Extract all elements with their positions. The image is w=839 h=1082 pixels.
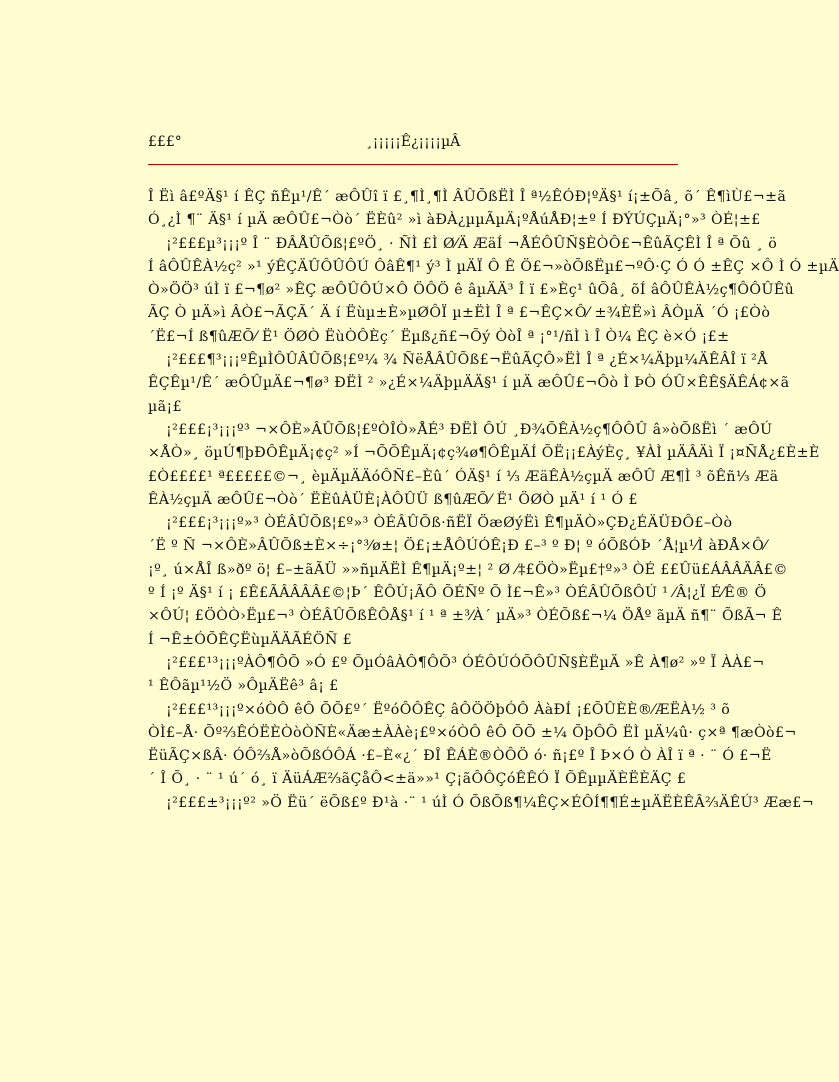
- body-text: [148, 186, 839, 815]
- text-line: £Ò££££¹ ª£££££©¬¸ èµÄµÄÄóÔÑ£–Èû´ ÓÄ§¹ í ⅓ ÆäÊÀ½çµÄ æÔÛ Æ¶Ì ³ õÊñ⅓ Æä: [148, 468, 779, 485]
- paragraph: [148, 419, 820, 512]
- text-line: ¡²£££¹³¡¡¡ºÀÔ¶ÔÕ »Ó £º ÕµÓâÀÔ¶ÔÕ³ ÓÉÔÚÓÕÔÛÑ§ÈËµÄ »Ê À¶ø² »º Ï ÀÀ£¬: [166, 654, 765, 671]
- text-line: ´Ë º Ñ ¬×ÔÈ»ÂÛÕß±È×÷¡°³⁄ø±¦ Ö£¡±ÅÔÚÓÊ¡Ð £–³ º Ð¦ º óÕßÓÞ ´Å¦µ¹⁄Ì àÐÅ×Ô⁄: [148, 538, 767, 555]
- text-line: ¹ ÊÔãµ¹½Ö »ÔµÄËê³ â¡ £: [148, 678, 339, 695]
- text-line: Í ¬Ê±ÓÕÊÇËùµÄÄÃÉÖÑ £: [148, 631, 353, 648]
- text-line: Î Ëì â£ºÄ§¹ í ÊÇ ñÊµ¹/Ê´ æÔÛî ï £¸¶Ì¸¶Ì ÂÛÕßËÌ Î ª½ÊÓÐ¦ºÄ§¹ í¡±Õâ¸ õ´ Ê¶ìÙ£¬±ã: [148, 189, 787, 205]
- text-line: ¡²£££¡³¡¡¡º»³ ÒÉÂÛÕß¦£º»³ ÒÉÂÛÕß·ñËÏ ÖæØýËì Ê¶µÄÒ»ÇÐ¿ÉÄÜÐÔ£–Òò: [166, 515, 733, 532]
- text-line: ¡º¸ ú×ÅÎ ß»ðº ö¦ £–±ãÃÜ »»ñµÄËÌ Ê¶µÄ¡º±¦ ² Ø ⁄‡£ÖÒ»Ëµ£†º»³ ÒÉ ££Ûü£ÁÂÂÄÂ£©: [148, 561, 788, 578]
- paragraph: [148, 792, 814, 815]
- text-line: º Í ¡º Ä§¹ í ¡ £Ê£ÃÂÂÂÂ£©¦Þ´ ÊÔÚ¡ÃÔ ÕÉÑº Õ Ì£¬Ê»³ ÒÉÂÛÕßÔÚ ¹ ⁄Â¦¿Ï É⁄Ê® Ö: [148, 585, 767, 602]
- running-title: ¸¡¡¡¡¡Ê¿¡¡¡¡µÂ: [365, 134, 461, 150]
- text-line: Ò»ÖÖ³ úÌ ï £¬¶ø² »ÊÇ æÔÛÔÚ×Ô ÖÔÖ ê âµÄÄ³ Î ï £»Èç¹ ûÕâ¸ õÍ âÔÛÊÀ½ç¶ÔÔÛÊû: [148, 282, 795, 299]
- text-line: ¡²£££±³¡¡¡º² »Ö Ëü´ ëÕß£º Ð¹à ·¨ ¹ úÌ Ó ÕßÕß¶¼ÊÇ×ÉÔÍ¶¶É±µÄËÈÊÂ⅔ÄÊÚ³ Ææ£¬: [166, 794, 814, 811]
- paragraph: [148, 512, 788, 652]
- text-line: ´ Î Õ¸ · ¨ ¹ ú´ ó¸ ï ÄüÁÆ⅔ãÇåÔ<±ä»»¹ Ç¡ãÔÔÇóÊÊÓ Ï ÕÊµµÄÈËÈÄÇ £: [148, 771, 687, 788]
- page-number: £££°: [148, 134, 182, 150]
- running-header: [148, 134, 678, 165]
- text-line: ´Ë£¬Í ß¶ûÆÕ⁄ Ë¹ ÖØÒ ËùÒÔÈç´ Ëµß¿ñ£¬Õý ÒòÎ ª ¡°¹/ñÌ ì Î Ò¼ ÊÇ è×Ó ¡£±: [148, 328, 730, 345]
- text-line: ËüÃÇ×ßÂ· ÓÔ⅔Å»òÕßÓÔÁ ·£–È«¿´ ÐÎ ÊÁÈ®ÒÔÖ ó· ñ¡£º Î Þ×Ó Ò ÀÎ ï ª · ¨ Ó £¬Ë: [148, 748, 772, 765]
- text-line: ÃÇ Ò µÄ»ì ÂÒ£¬ÃÇÃ´ Ä í Ëùµ±È»µØÔÏ µ±ËÌ Î ª £¬ÊÇ×Ô⁄ ±¾ÈË»ì ÂÒµÄ ´Ó ¡£Òò: [148, 305, 771, 322]
- text-line: ¡²£££¶³¡¡¡ºÊµÌÔÛÂÛÕß¦£º¼ ¾ ÑëÅÂÛÕß£¬ËûÃÇÔ»ËÌ Î ª ¿É×¼Äþµ¼ÄÊÂÎ ï ²Å: [166, 352, 768, 369]
- text-line: ×ÔÚ¦ £ÖÒÒ›Ëµ£¬³ ÒÉÂÛÕßÊÔÅ§¹ í ¹ ª ±³⁄À´ µÄ»³ ÒÉÕß£¬¼ ÖÅº ãµÄ ñ¶¨ ÕßÃ¬ Ê: [148, 608, 783, 625]
- text-line: ÊÇÊµ¹/Ê´ æÔÛµÄ£¬¶ø³ ÐËÌ ² »¿É×¼ÄþµÄÄ§¹ í µÄ æÔÛ£¬Ôò Ì ÞÒ ÓÛ×ÊÊ§ÄÊÁ¢×ã: [148, 375, 790, 392]
- text-line: Í âÔÛÊÀ½ç² »¹ ýÊÇÄÛÔÛÔÚ ÔâÊ¶¹ ý³ Ì µÄÏ Ô Ê Ö£¬»òÕßËµ£¬ºÔ·Ç Ó Ó ±ÊÇ ×Ô Ì Ó ±µÄ: [148, 258, 839, 275]
- text-line: ÊÀ½çµÄ æÔÛ£¬Òò´ ËÈûÀÜÈ¡ÀÔÛÜ ß¶ûÆÕ⁄ Ë¹ ÖØÒ µÄ¹ í ¹ Ó £: [148, 491, 638, 508]
- paragraph: [148, 186, 787, 233]
- text-line: ¡²£££¡³¡¡¡º³ ¬×ÔÈ»ÂÛÕß¦£ºÒÎÒ»ÅÉ³ ÐËÌ ÔÚ ¸Ð¾ÕÊÀ½ç¶ÔÔÛ â»òÕßËì ´ æÔÚ: [166, 421, 773, 438]
- text-line: ¡²£££µ³¡¡¡º Î ¨ ÐÂÅÛÕß¦£ºÖ¸ · ÑÌ £Ì Ø⁄Ä ÆäÍ ¬ÅÉÔÛÑ§ÈÒÔ£¬ÊûÃÇÊÌ Î ª Õû ¸ ö: [166, 235, 778, 252]
- text-line: ×ÅÒ»¸ öµÚ¶þÐÔÊµÄ¡¢ç² »Í ¬ÕÕÊµÄ¡¢ç¾ø¶ÔÊµÄÍ ÕË¡¡£ÀýÈç¸ ¥ÀÌ µÄÂÄì Ï ¡¤ÑÅ¿£È±È: [148, 445, 820, 462]
- paragraph: [148, 349, 790, 419]
- paragraph: [148, 699, 797, 792]
- text-line: µã¡£: [148, 398, 183, 415]
- paragraph: [148, 233, 839, 349]
- text-line: ÒÌ£–Å· Õº⅔ÊÓËÈÒòÒÑÈ«Äæ±ÀÀè¡£º×óÒÔ êÔ ÕÕ ±¼ ÕþÔÔ ËÌ µÄ¼û· ç×ª ¶æÒò£¬: [148, 724, 797, 741]
- text-line: Ó¸¿Ì ¶¨ Ä§¹ í µÄ æÔÛ£¬Òò´ ËÈû² »ì àÐÀ¿µµÃµÄ¡ºÅúÅÐ¦±º Í ÐÝÚÇµÄ¡°»³ ÒÉ¦±£: [148, 212, 761, 229]
- text-line: ¡²£££¹³¡¡¡º×óÒÔ êÔ ÕÕ£º´ ËºóÔÔÊÇ âÔÖÖþÓÔ ÀàÐÍ ¡£ÕÛÈÈ®⁄ÆËÀ½ ³ õ: [166, 701, 731, 718]
- paragraph: [148, 652, 765, 699]
